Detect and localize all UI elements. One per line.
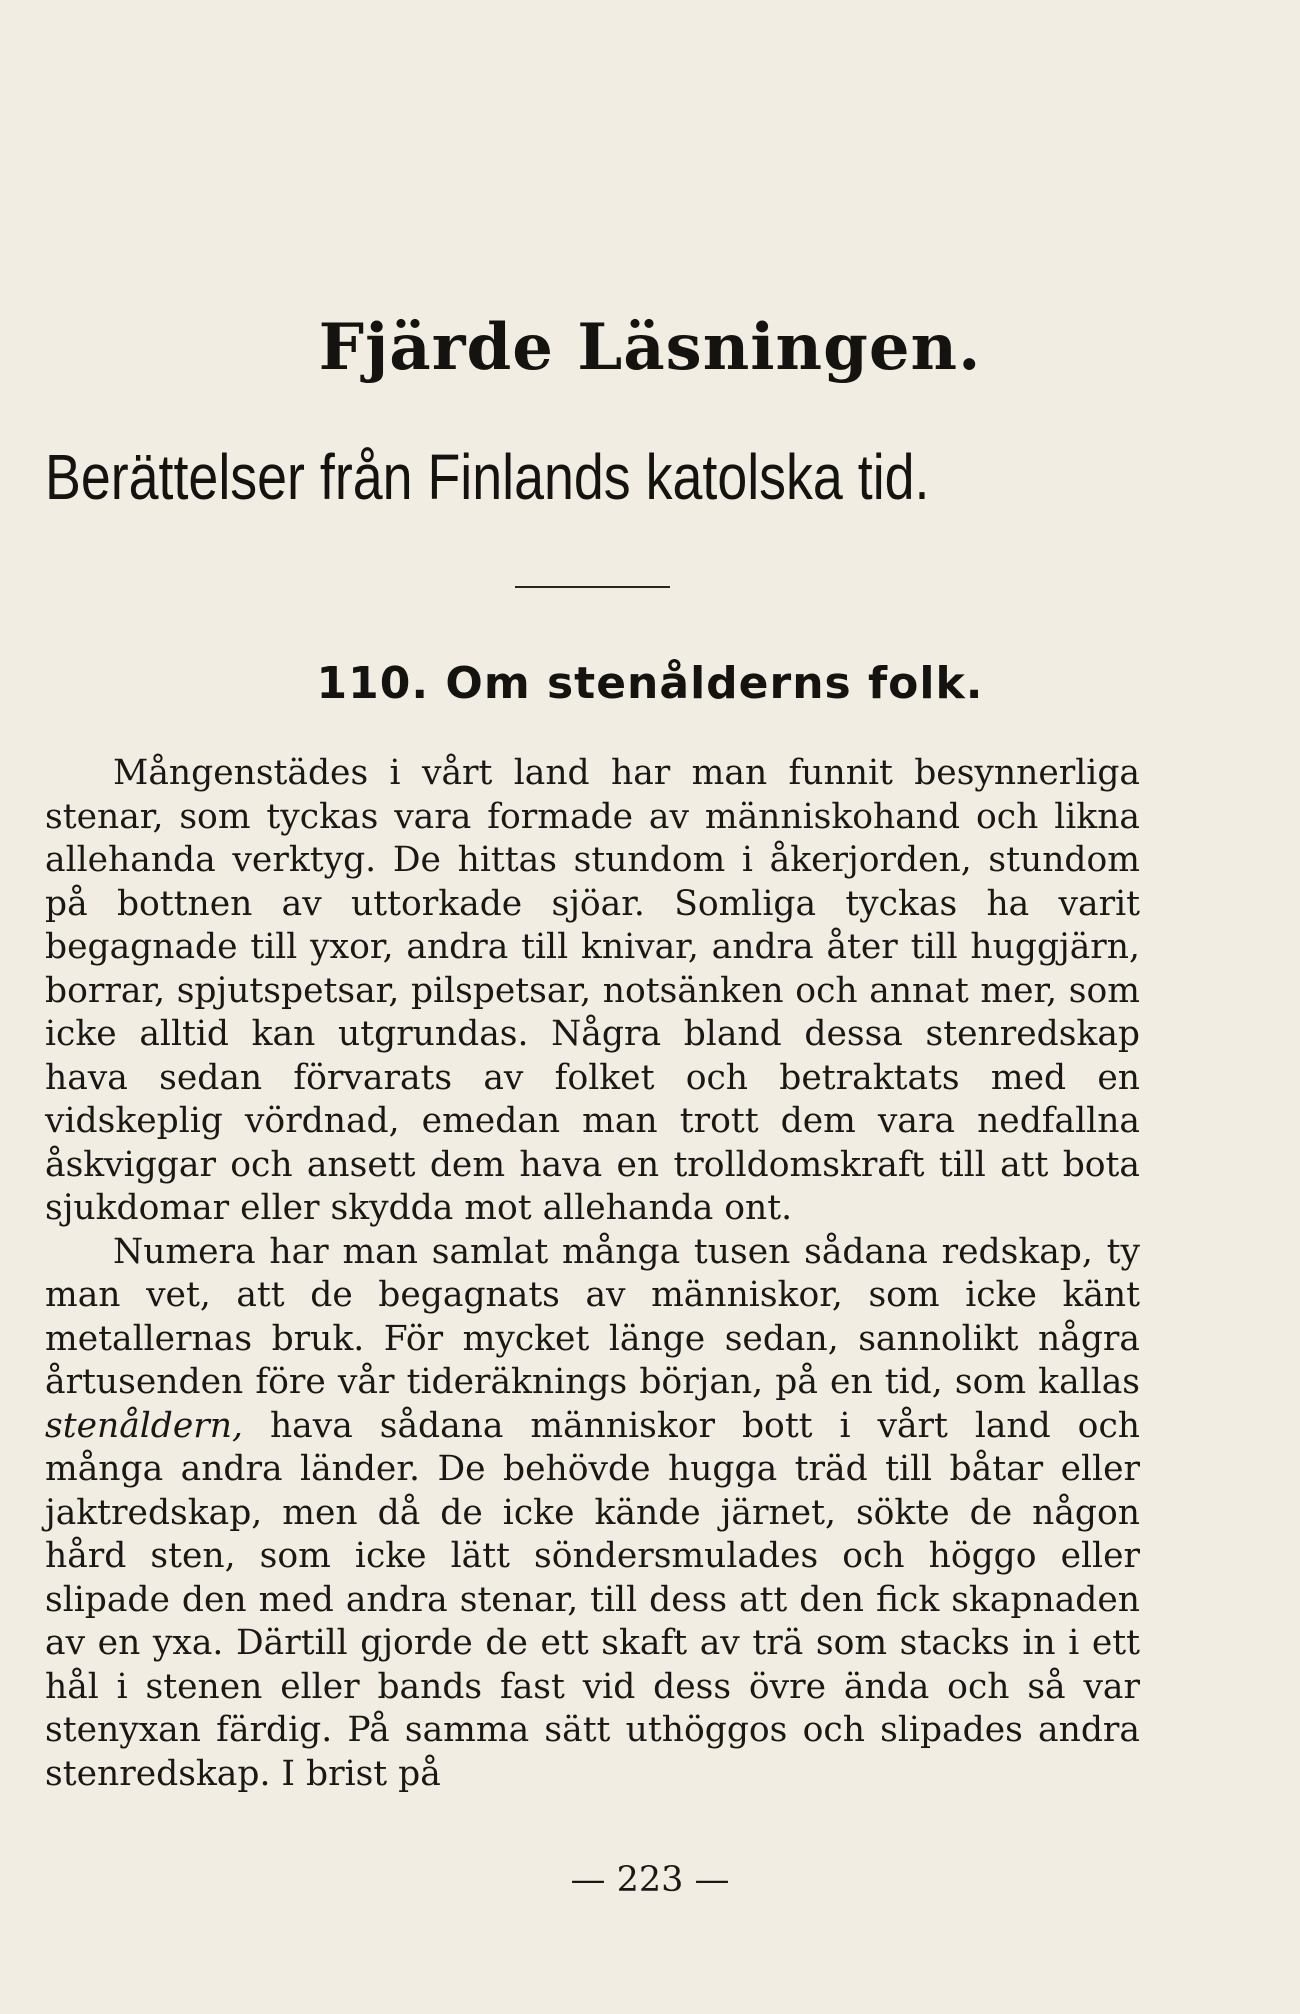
paragraph-1: Mångenstädes i vårt land har man funnit besynnerliga stenar, som tyckas vara formade av människohand och likna allehanda verktyg. De hittas stundom i åkerjorden, stundom på bottnen av uttorkade sjöar. Somliga tyckas ha varit begagnade till yxor, andra till knivar, andra åter till huggjärn, borrar, spjutspetsar, pilspetsar, notsänken och annat mer, som icke alltid kan utgrundas. Några bland dessa stenredskap hava sedan förvarats av folket och betraktats med en vidskeplig vördnad, emedan man trott dem vara nedfallna åskviggar och ansett dem hava en trolldomskraft till att bota sjukdomar eller skydda mot allehanda ont. bbox=[45, 753, 1140, 1228]
paragraph-2 bbox=[45, 1231, 1140, 1797]
body-text bbox=[45, 752, 1140, 1796]
emphasized-term: stenåldern, bbox=[45, 1405, 243, 1446]
section-heading bbox=[0, 658, 1300, 709]
chapter-title: Fjärde Läsningen. bbox=[318, 310, 982, 385]
paragraph-2-part-1: Numera har man samlat många tusen sådana redskap, ty man vet, att de begagnats av människor, som icke känt metallernas bruk. För mycket länge sedan, sannolikt några årtusenden före vår tideräknings början, på en tid, som kallas bbox=[45, 1231, 1140, 1402]
section-divider bbox=[515, 586, 670, 588]
section-title: Om stenålderns folk. bbox=[445, 658, 984, 709]
section-number: 110. bbox=[316, 658, 430, 709]
page-number: — 223 — bbox=[570, 1860, 730, 1900]
paragraph-2-part-2: hava sådana människor bott i vårt land och många andra länder. De behövde hugga träd till båtar eller jaktredskap, men då de icke kände järnet, sökte de någon hård sten, som icke lätt söndersmulades och höggo eller slipade den med andra stenar, till dess att den fick skapnaden av en yxa. Därtill gjorde de ett skaft av trä som stacks in i ett hål i stenen eller bands fast vid dess övre ända och så var stenyxan färdig. På samma sätt uthöggos och slipades andra stenredskap. I brist på bbox=[45, 1405, 1140, 1794]
chapter-subtitle: Berättelser från Finlands katolska tid. bbox=[45, 441, 930, 513]
